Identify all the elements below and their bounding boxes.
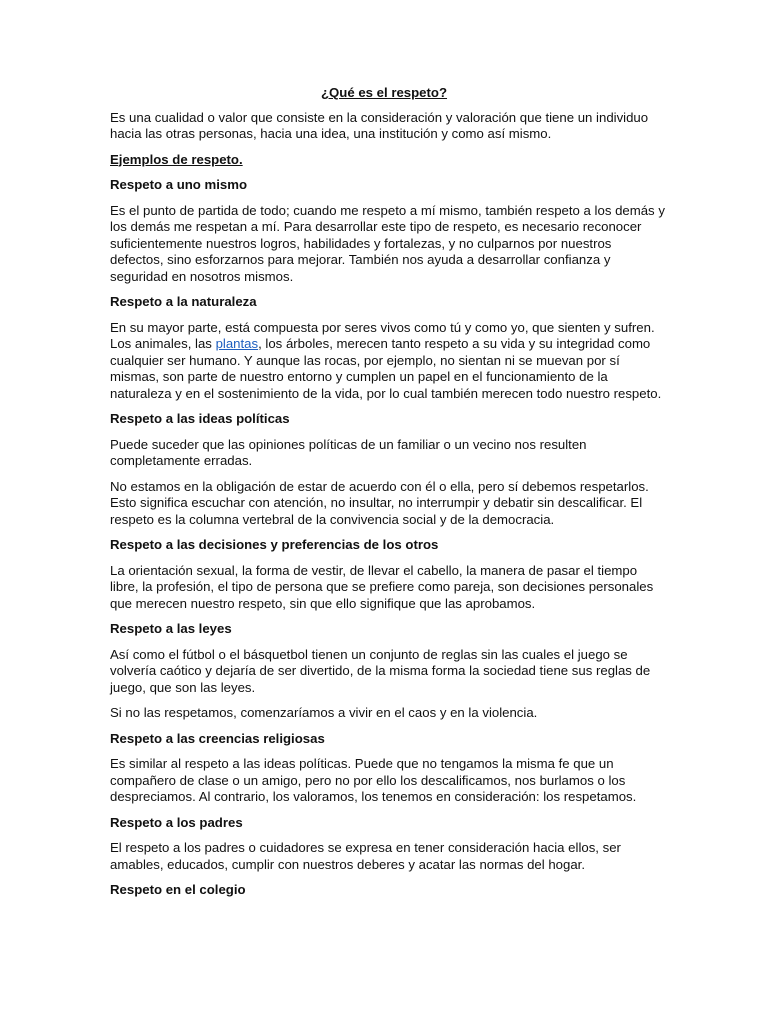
section-leyes — [110, 621, 668, 722]
section-ideas-politicas — [110, 411, 668, 528]
section-heading: Respeto a las creencias religiosas — [110, 730, 325, 746]
section-paragraph: Es el punto de partida de todo; cuando me respeto a mí mismo, también respeto a los demás y los demás me respetan a mí. Para desarrollar este tipo de respeto, es necesario reconocer suficientemente nuestros logros, habilidades y fortalezas, y no culparnos por nuestros defectos, sino esforzarnos para mejorar. También nos ayuda a desarrollar confianza y seguridad en nosotros mismos. — [110, 202, 665, 284]
section-colegio — [110, 882, 668, 899]
section-heading: Respeto en el colegio — [110, 882, 246, 897]
intro-paragraph: Es una cualidad o valor que consiste en la consideración y valoración que tiene un individuo hacia las otras personas, hacia una idea, una institución y como así mismo. — [110, 109, 649, 141]
section-heading: Respeto a las decisiones y preferencias de los otros — [110, 537, 439, 552]
plantas-link[interactable]: plantas — [215, 336, 259, 351]
section-naturaleza — [110, 294, 668, 402]
paragraph-text: , los árboles, merecen tanto respeto a su vida y su integridad como cualquier ser humano. Y aunque las rocas, por ejemplo, no sientan ni se muevan por sí mismas, son parte de nuestro entorno y cumplen un papel en el funcionamiento de la naturaleza y en el sostenimiento de la vida, por lo cual también merecen todo nuestro respeto. — [110, 336, 662, 401]
section-decisiones — [110, 537, 668, 612]
section-padres — [110, 815, 668, 874]
section-paragraph: Es similar al respeto a las ideas políticas. Puede que no tengamos la misma fe que un compañero de clase o un amigo, pero no por ello los descalificamos, nos burlamos o los despreciamos. Al contrario, los valoramos, los tenemos en consideración: los respetamos. — [110, 756, 637, 804]
section-heading: Respeto a los padres — [110, 814, 243, 830]
section-uno-mismo — [110, 177, 668, 285]
section-paragraph: Puede suceder que las opiniones políticas de un familiar o un vecino nos resulten completamente erradas. — [110, 436, 587, 468]
section-heading: Respeto a uno mismo — [110, 177, 248, 192]
section-paragraph: El respeto a los padres o cuidadores se expresa en tener consideración hacia ellos, ser amables, educados, cumplir con nuestros deberes y acatar las normas del hogar. — [110, 840, 621, 872]
section-paragraph: No estamos en la obligación de estar de acuerdo con él o ella, pero sí debemos respetarlos. Esto significa escuchar con atención, no insultar, no interrumpir y debatir sin descalificar. El respeto es la columna vertebral de la convivencia social y de la democracia. — [110, 478, 649, 527]
section-paragraph: La orientación sexual, la forma de vestir, de llevar el cabello, la manera de pasar el tiempo libre, la profesión, el tipo de persona que se prefiere como pareja, son decisiones personales que merecen nuestro respeto, sin que ello signifique que las aprobamos. — [110, 562, 654, 611]
section-heading: Respeto a la naturaleza — [110, 294, 257, 309]
section-creencias — [110, 731, 668, 806]
ejemplos-heading: Ejemplos de respeto. — [110, 151, 243, 167]
section-heading: Respeto a las ideas políticas — [110, 411, 290, 426]
section-paragraph — [110, 320, 668, 403]
paragraph-text: En su mayor parte, está compuesta por seres vivos como tú y como yo, que sienten y sufren. Los animales, las — [110, 319, 655, 351]
section-heading: Respeto a las leyes — [110, 621, 232, 636]
section-paragraph: Si no las respetamos, comenzaríamos a vivir en el caos y en la violencia. — [110, 705, 538, 720]
document-title: ¿Qué es el respeto? — [320, 85, 448, 100]
section-paragraph: Así como el fútbol o el básquetbol tienen un conjunto de reglas sin las cuales el juego se volvería caótico y dejaría de ser divertido, de la misma forma la sociedad tiene sus reglas de juego, que son las leyes. — [110, 646, 651, 695]
